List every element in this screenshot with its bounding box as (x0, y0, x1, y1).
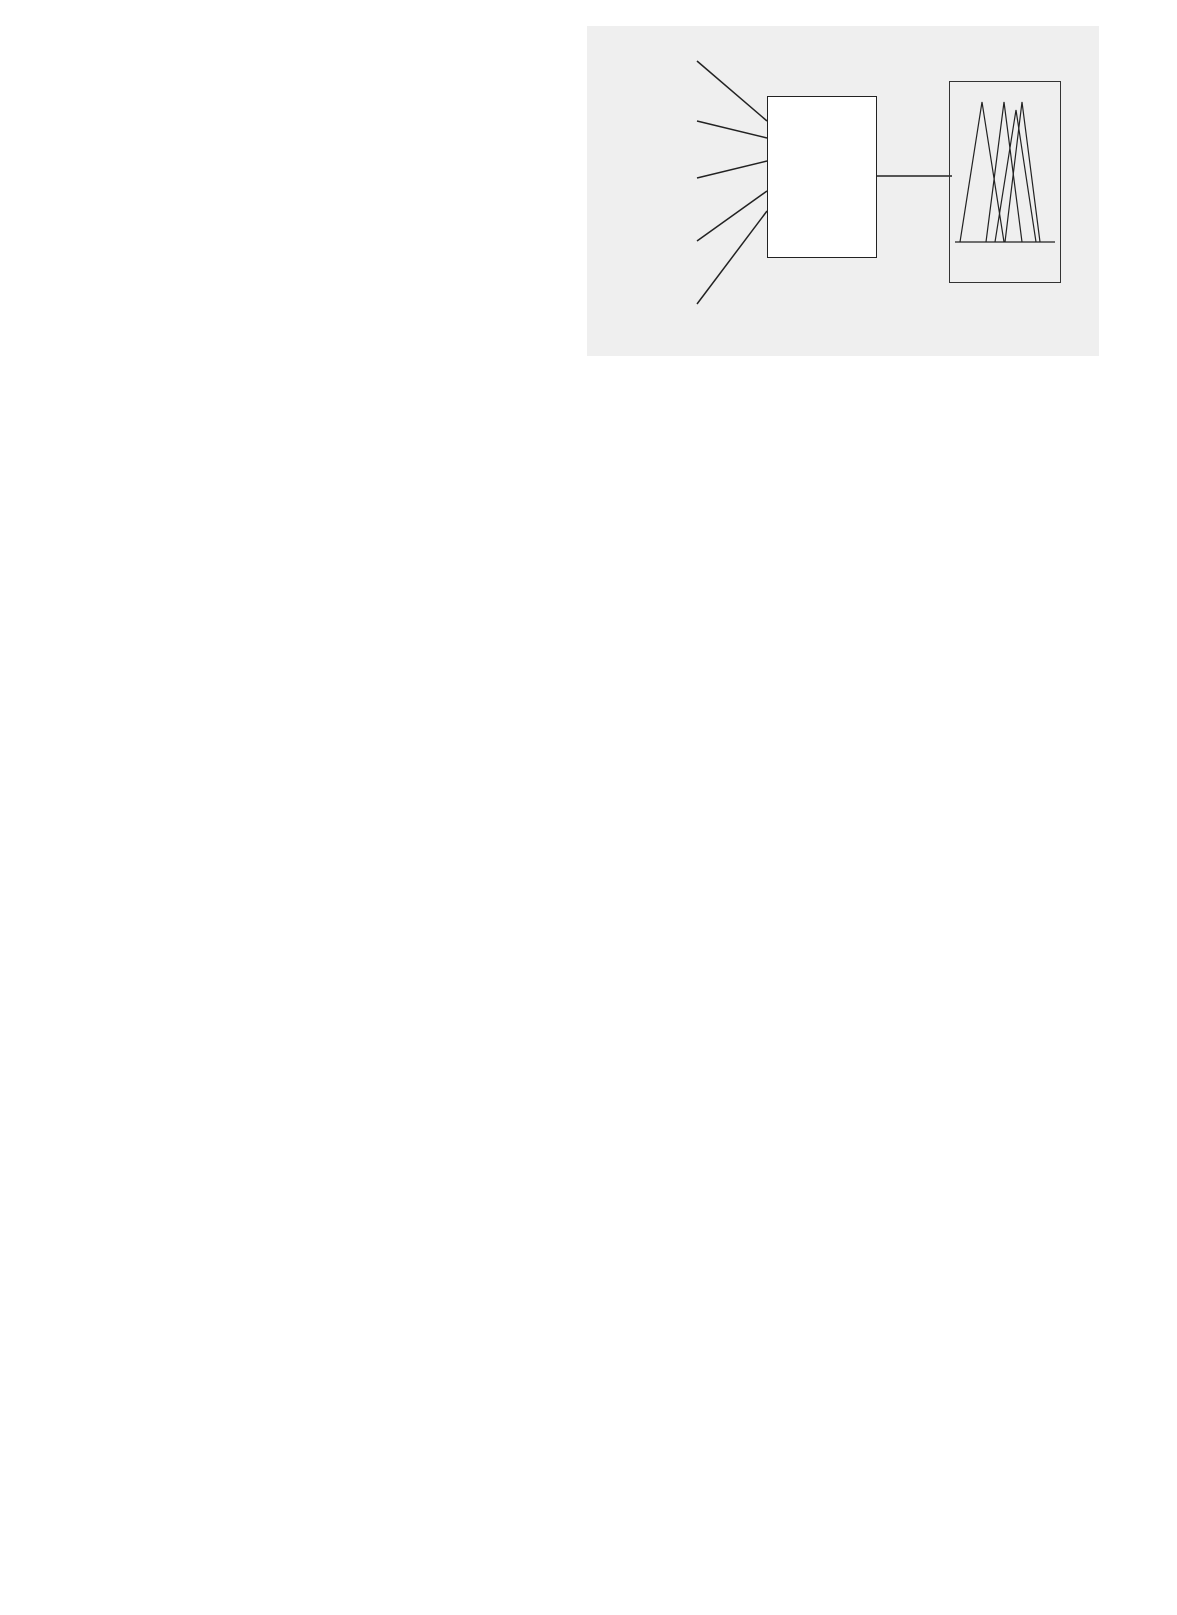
figure-2-block-diagram (587, 26, 1099, 356)
fuzzy-result-block[interactable] (767, 96, 877, 258)
figure-1c-gbellmf (30, 608, 542, 890)
figure-1b-gauss2mf (30, 306, 542, 606)
right-column (587, 2, 1099, 420)
figure-1a-gaussmf (30, 6, 542, 304)
left-column (30, 2, 542, 912)
output-membership-icon (950, 82, 1060, 262)
output-block-aircraft[interactable] (949, 81, 1061, 283)
